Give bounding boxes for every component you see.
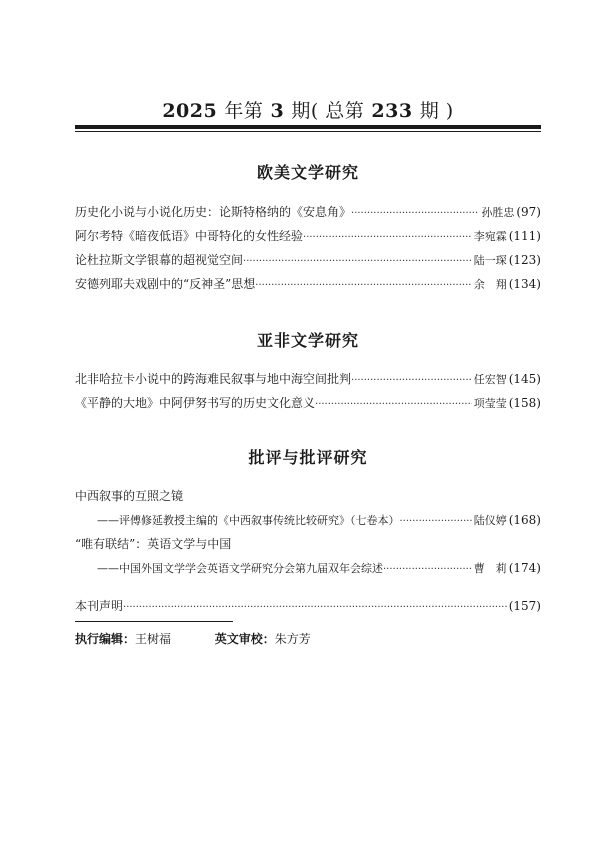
entry-author: 曹 莉 — [473, 562, 507, 575]
group-title: 中西叙事的互照之镜 — [75, 489, 184, 503]
entry-author: 陆仪婷 — [473, 514, 507, 527]
dot-leader — [255, 275, 471, 293]
dot-leader — [351, 203, 479, 221]
editor-name: 王树福 — [135, 632, 172, 646]
reviewer-label: 英文审校： — [214, 632, 275, 646]
entry-page: (134) — [508, 277, 541, 291]
issue-number-suffix: 期 — [291, 100, 311, 122]
issue-number: 3 — [270, 100, 285, 122]
toc-entry[interactable] — [75, 251, 541, 269]
header-rule-thick — [75, 125, 541, 129]
reviewer-name: 朱方芳 — [274, 632, 311, 646]
dot-leader — [383, 560, 472, 578]
issue-total-open: ( 总第 — [310, 100, 365, 122]
entry-page: (111) — [508, 229, 541, 243]
toc-group-title[interactable] — [75, 487, 541, 505]
entry-author: 孙胜忠 — [481, 206, 515, 219]
editor-label: 执行编辑： — [75, 632, 136, 646]
toc-entry[interactable] — [75, 227, 541, 245]
entry-author: 任宏智 — [473, 373, 507, 386]
issue-year: 2025 — [162, 100, 218, 122]
entry-title: 安德列耶夫戏剧中的“反神圣”思想 — [75, 277, 256, 291]
issue-total: 233 — [371, 100, 413, 122]
dot-leader — [303, 227, 472, 245]
toc-statement[interactable] — [75, 597, 541, 615]
issue-total-close: 期 ) — [419, 100, 454, 122]
statement-page: (157) — [508, 599, 541, 613]
group-title: “唯有联结”：英语文学与中国 — [75, 537, 232, 551]
entry-author: 项莹莹 — [473, 397, 507, 410]
toc-entry[interactable] — [75, 275, 541, 293]
section-heading-euro-american: 欧美文学研究 — [256, 163, 359, 182]
entry-title: 阿尔考特《暗夜低语》中哥特化的女性经验 — [75, 229, 304, 243]
toc-group-title[interactable] — [75, 535, 541, 553]
sub-dash: —— — [97, 562, 119, 575]
footer-rule — [75, 621, 233, 622]
entry-page: (174) — [508, 561, 541, 575]
entry-author: 李宛霖 — [473, 230, 507, 243]
toc-entry[interactable] — [75, 370, 541, 388]
sub-dash: —— — [97, 514, 119, 527]
entry-page: (168) — [508, 513, 541, 527]
entry-page: (145) — [508, 372, 541, 386]
toc-entry[interactable] — [75, 203, 541, 221]
dot-leader — [400, 512, 472, 530]
dot-leader — [123, 597, 507, 615]
issue-title — [0, 96, 616, 123]
sub-title: 中国外国文学学会英语文学研究分会第九届双年会综述 — [119, 562, 383, 575]
issue-year-suffix: 年第 — [224, 100, 264, 122]
dot-leader — [243, 251, 472, 269]
entry-title: 论杜拉斯文学银幕的超视觉空间 — [75, 253, 244, 267]
staff-credits — [75, 630, 311, 648]
toc-sub-entry[interactable] — [97, 511, 541, 529]
toc-entry[interactable] — [75, 394, 541, 412]
section-heading-criticism: 批评与批评研究 — [248, 448, 368, 467]
entry-page: (97) — [516, 205, 541, 219]
entry-page: (123) — [508, 253, 541, 267]
entry-author: 陆一琛 — [473, 254, 507, 267]
toc-sub-entry[interactable] — [97, 559, 541, 577]
sub-title: 评傅修延教授主编的《中西叙事传统比较研究》（七卷本） — [119, 514, 400, 527]
entry-page: (158) — [508, 396, 541, 410]
entry-title: 《平静的大地》中阿伊努书写的历史文化意义 — [75, 396, 316, 410]
section-heading-asian-african: 亚非文学研究 — [256, 331, 359, 350]
dot-leader — [351, 370, 472, 388]
header-rule-thin — [75, 131, 541, 132]
dot-leader — [315, 394, 472, 412]
entry-title: 北非哈拉卡小说中的跨海难民叙事与地中海空间批判 — [75, 372, 352, 386]
entry-author: 余 翔 — [473, 278, 507, 291]
statement-title: 本刊声明 — [75, 599, 124, 613]
entry-title: 历史化小说与小说化历史：论斯特格纳的《安息角》 — [75, 205, 352, 219]
